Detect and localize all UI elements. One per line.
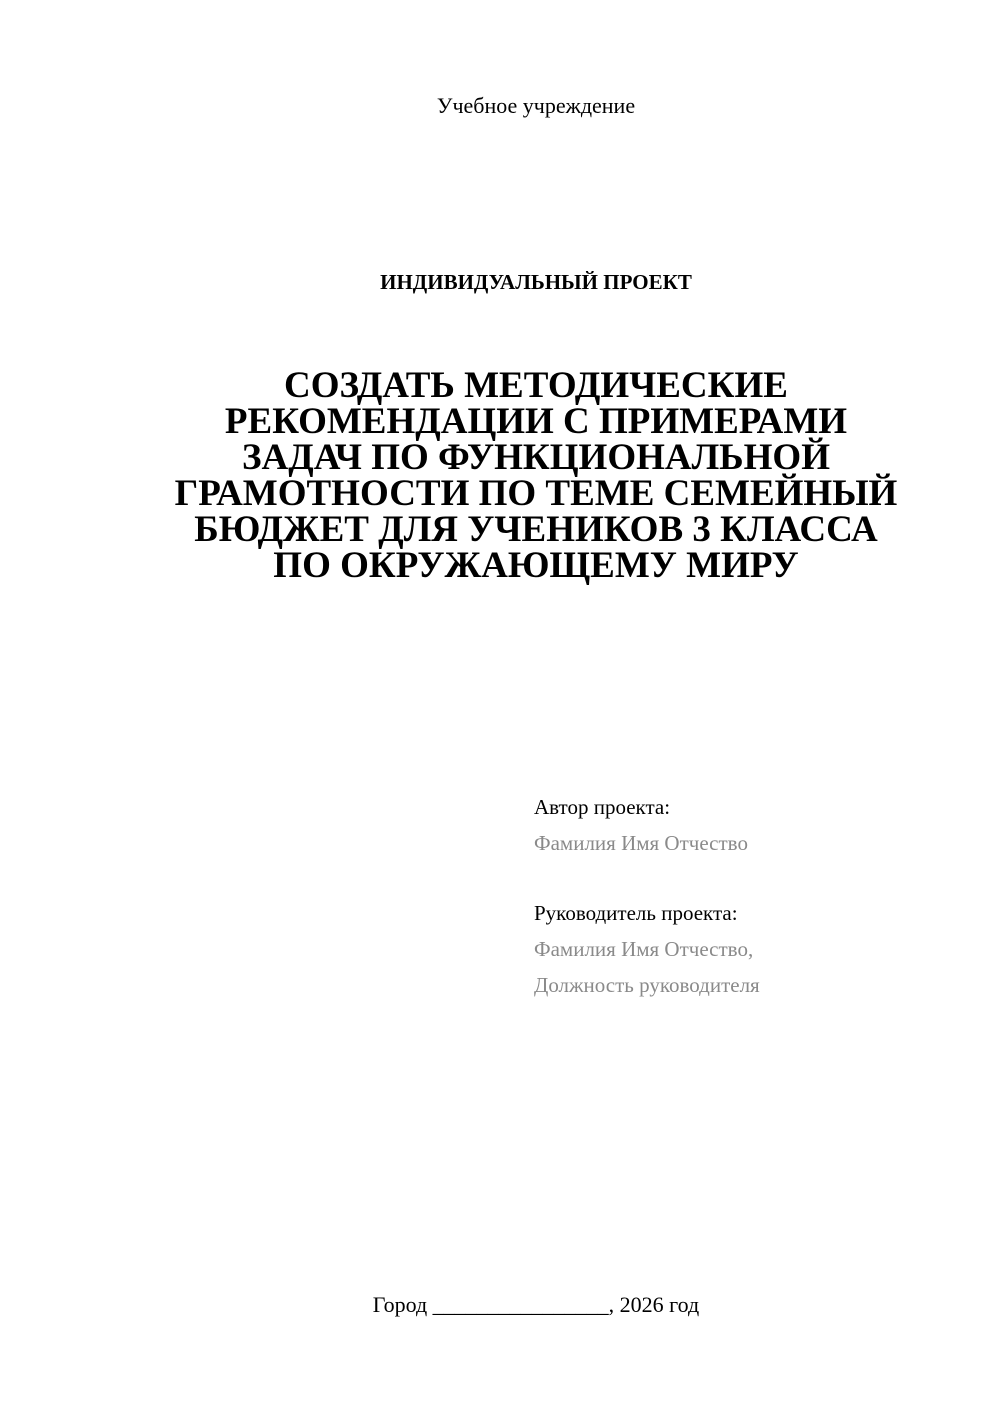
title-line: БЮДЖЕТ ДЛЯ УЧЕНИКОВ 3 КЛАССА bbox=[194, 509, 878, 550]
title-line: ЗАДАЧ ПО ФУНКЦИОНАЛЬНОЙ bbox=[242, 437, 830, 478]
title-line: СОЗДАТЬ МЕТОДИЧЕСКИЕ bbox=[284, 365, 788, 406]
title-line: ГРАМОТНОСТИ ПО ТЕМЕ СЕМЕЙНЫЙ bbox=[174, 473, 898, 514]
project-title bbox=[90, 365, 982, 586]
city-year-line: Город ________________, 2026 год bbox=[372, 1292, 700, 1317]
document-type: ИНДИВИДУАЛЬНЫЙ ПРОЕКТ bbox=[380, 270, 692, 294]
author-label: Автор проекта: bbox=[534, 795, 671, 819]
author-block bbox=[534, 789, 974, 1003]
author-name-placeholder: Фамилия Имя Отчество bbox=[534, 831, 748, 855]
title-line: ПО ОКРУЖАЮЩЕМУ МИРУ bbox=[273, 545, 799, 586]
title-line: РЕКОМЕНДАЦИИ С ПРИМЕРАМИ bbox=[224, 401, 848, 442]
institution-name: Учебное учреждение bbox=[436, 93, 636, 118]
supervisor-name-placeholder: Фамилия Имя Отчество, bbox=[534, 937, 754, 961]
spacer bbox=[534, 861, 974, 895]
supervisor-label: Руководитель проекта: bbox=[534, 901, 738, 925]
supervisor-position-placeholder: Должность руководителя bbox=[534, 973, 760, 997]
